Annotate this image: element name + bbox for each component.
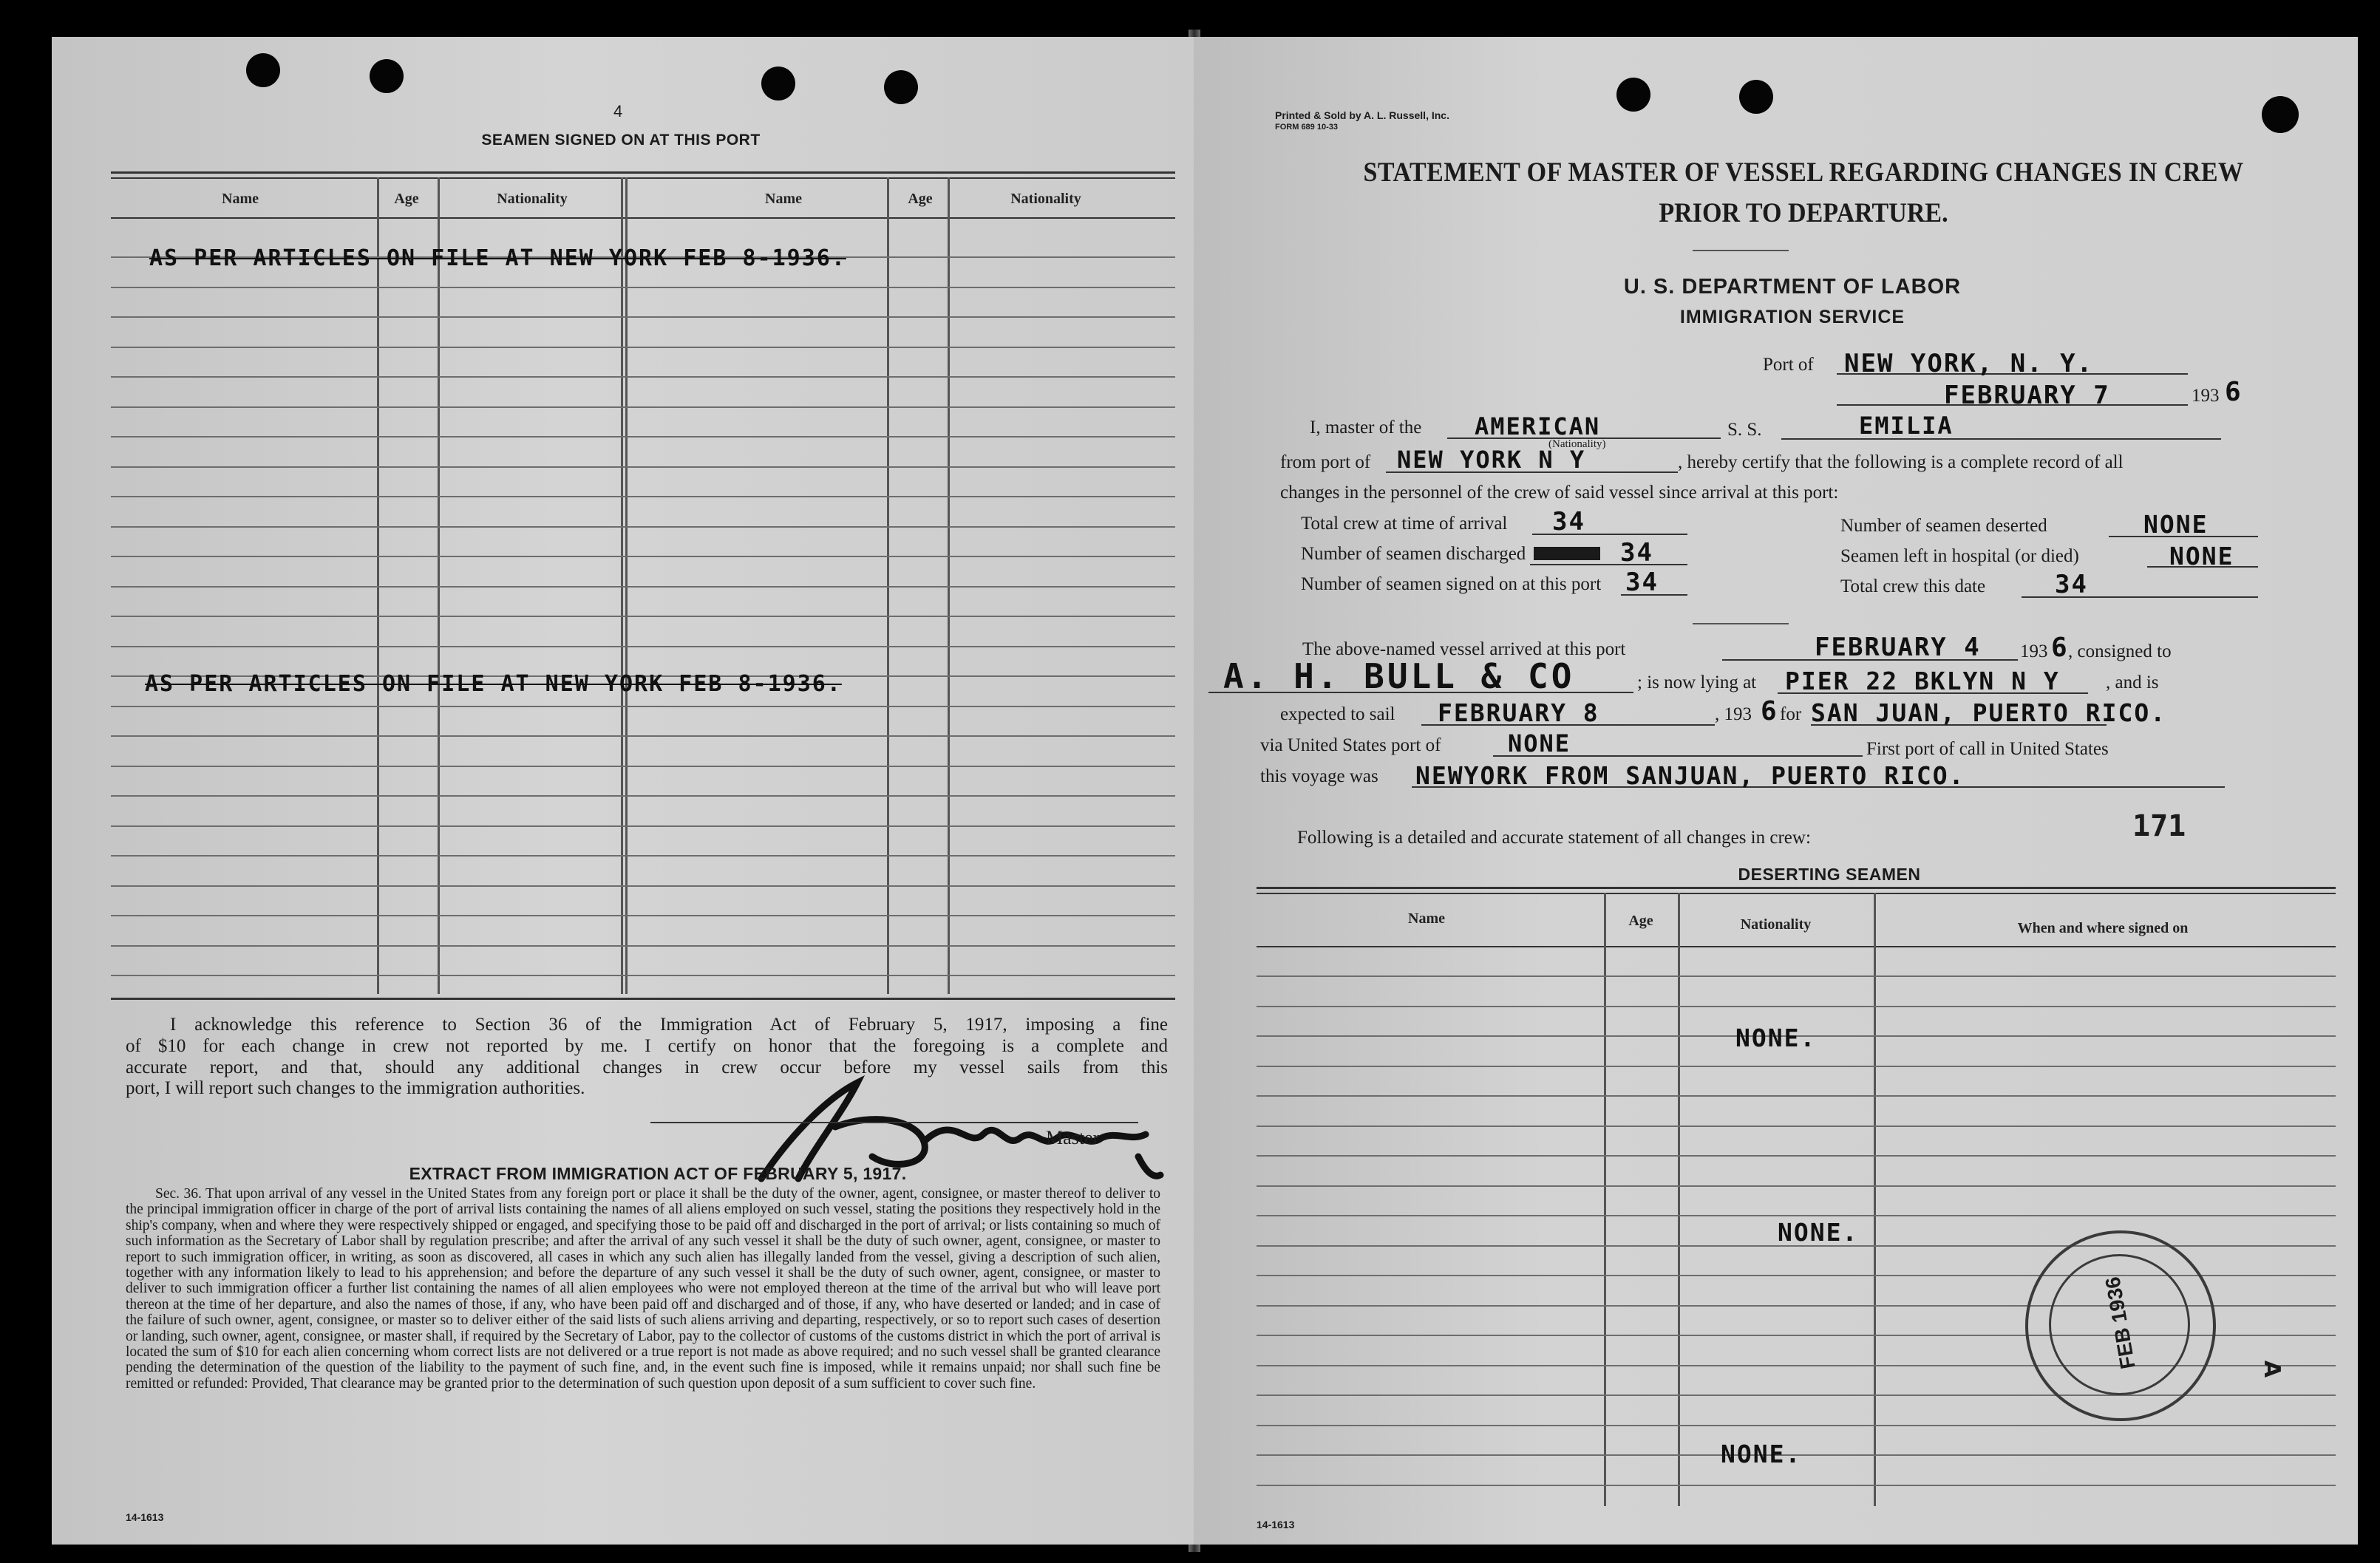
nationality-caption: (Nationality) xyxy=(1548,438,1606,450)
table-top-rule xyxy=(111,177,1175,179)
table-top-rule xyxy=(1257,893,2336,894)
port-value: NEW YORK, N. Y. xyxy=(1844,349,2094,378)
service-name: IMMIGRATION SERVICE xyxy=(1679,307,1905,327)
struck-out-entry xyxy=(1534,547,1600,560)
punch-hole xyxy=(1616,78,1650,112)
form-title: STATEMENT OF MASTER OF VESSEL REGARDING CHANGES IN CREW xyxy=(1363,157,2244,188)
table-row-line xyxy=(1257,1185,2336,1187)
vessel-name: EMILIA xyxy=(1859,412,1954,440)
punch-hole xyxy=(2262,96,2299,133)
none-entry: NONE. xyxy=(1735,1024,1817,1052)
table-row-line xyxy=(111,646,1175,647)
punch-hole xyxy=(246,53,280,87)
table-row-line xyxy=(111,945,1175,947)
page-stamp-number: 171 xyxy=(2132,809,2186,843)
hospital-label: Seamen left in hospital (or died) xyxy=(1840,546,2079,566)
table-row-line xyxy=(111,466,1175,468)
acknowledgment-line: port, I will report such changes to the immigration authorities. xyxy=(126,1078,585,1098)
discharged-value: 34 xyxy=(1620,538,1653,568)
column-divider xyxy=(1874,893,1876,1506)
arrived-year-digit: 6 xyxy=(2051,633,2069,663)
column-divider xyxy=(1678,893,1680,1506)
for-label: for xyxy=(1780,704,1802,724)
table-row-line xyxy=(111,347,1175,348)
table-row-line xyxy=(111,885,1175,887)
via-label: via United States port of xyxy=(1260,735,1441,755)
column-divider xyxy=(1604,893,1606,1506)
form-title: PRIOR TO DEPARTURE. xyxy=(1659,198,1948,228)
via-value: NONE xyxy=(1508,729,1571,757)
table-row-line xyxy=(1257,975,2336,977)
section-rule xyxy=(1693,623,1789,624)
punch-hole xyxy=(884,70,918,104)
table-row-line xyxy=(1257,1126,2336,1127)
none-entry: NONE. xyxy=(1778,1218,1859,1247)
arrived-value: FEBRUARY 4 xyxy=(1815,633,1981,662)
arrived-label: The above-named vessel arrived at this port xyxy=(1302,639,1626,659)
column-header: Nationality xyxy=(497,191,568,207)
first-port-label: First port of call in United States xyxy=(1866,739,2109,759)
typed-entry: AS PER ARTICLES ON FILE AT NEW YORK FEB 8-1936. xyxy=(145,671,842,697)
discharged-field xyxy=(1530,564,1687,565)
table-top-rule xyxy=(1257,887,2336,889)
column-header: Nationality xyxy=(1740,916,1812,933)
table-row-line xyxy=(111,855,1175,857)
column-header: Age xyxy=(394,191,419,207)
hospital-value: NONE xyxy=(2169,542,2234,571)
consigned-label: , consigned to xyxy=(2068,641,2172,661)
table-row-line xyxy=(111,766,1175,767)
voyage-label: this voyage was xyxy=(1260,766,1378,786)
date-value: FEBRUARY 7 xyxy=(1944,381,2110,410)
column-header: When and where signed on xyxy=(2017,920,2189,936)
deserted-value: NONE xyxy=(2143,510,2209,539)
and-is-text: , and is xyxy=(2106,672,2159,692)
printer-form-number: FORM 689 10-33 xyxy=(1275,123,1338,132)
destination-value: SAN JUAN, PUERTO RICO. xyxy=(1811,698,2167,727)
lying-label: ; is now lying at xyxy=(1637,672,1757,692)
discharged-label: Number of seamen discharged xyxy=(1301,544,1526,564)
year-digit: 6 xyxy=(2225,377,2243,407)
none-entry: NONE. xyxy=(1721,1440,1802,1468)
certify-text: , hereby certify that the following is a complete record of all xyxy=(1678,452,2124,472)
table-row-line xyxy=(111,556,1175,557)
column-header: Age xyxy=(908,191,933,207)
from-port-value: NEW YORK N Y xyxy=(1397,446,1586,474)
table-row-line xyxy=(111,436,1175,437)
page-mark-icon: ∀ xyxy=(2262,1360,2287,1378)
expected-year-digit: 6 xyxy=(1761,696,1778,726)
table-row-line xyxy=(111,316,1175,318)
year-prefix: 193 xyxy=(2192,386,2220,406)
vessel-field xyxy=(1781,438,2221,440)
punch-hole xyxy=(761,67,795,101)
expected-value: FEBRUARY 8 xyxy=(1438,698,1599,727)
total-crew-arrival-label: Total crew at time of arrival xyxy=(1301,514,1508,534)
column-header: Age xyxy=(1628,913,1653,929)
punch-hole xyxy=(1739,80,1773,114)
ss-label: S. S. xyxy=(1727,420,1762,440)
master-of-label: I, master of the xyxy=(1310,418,1422,437)
page-title: SEAMEN SIGNED ON AT THIS PORT xyxy=(481,132,761,149)
table-row-line xyxy=(111,496,1175,497)
signed-on-value: 34 xyxy=(1625,568,1659,597)
acknowledgment-line: I acknowledge this reference to Section 36 of the Immigration Act of February 5, 1917, imposing a fine xyxy=(170,1015,1168,1035)
table-row-line xyxy=(1257,1066,2336,1067)
table-row-line xyxy=(1257,1095,2336,1097)
signed-on-label: Number of seamen signed on at this port xyxy=(1301,574,1602,594)
table-row-line xyxy=(1257,1485,2336,1486)
signature-caption: Master xyxy=(1046,1127,1100,1148)
department-name: U. S. DEPARTMENT OF LABOR xyxy=(1623,275,1962,299)
table-row-line xyxy=(111,795,1175,797)
table-row-line xyxy=(111,376,1175,378)
right-page xyxy=(1194,37,2358,1545)
table-row-line xyxy=(111,616,1175,617)
table-row-line xyxy=(1257,1215,2336,1216)
table-row-line xyxy=(111,975,1175,976)
table-row-line xyxy=(111,287,1175,288)
table-top-rule xyxy=(111,171,1175,174)
table-row-line xyxy=(111,586,1175,588)
printer-line: Printed & Sold by A. L. Russell, Inc. xyxy=(1275,109,1449,121)
column-header: Name xyxy=(1408,910,1445,927)
table-row-line xyxy=(111,825,1175,827)
page-number: 4 xyxy=(613,102,623,120)
stamp-date: FEB 1936 xyxy=(2101,1275,2140,1371)
port-label: Port of xyxy=(1763,355,1814,375)
section-36-text: Sec. 36. That upon arrival of any vessel in the United States from any foreign port or place it shall be the duty of the owner, agent, consignee, or master thereof to deliver to the principal immigration officer in charge of the port of arrival lists containing the names of all aliens employed on such vessel, stating the positions they respectively hold in the ship's company, when and where they were respectively shipped or engaged, and specifying those to be paid off and discharged in the port of arrival; or lists containing so much of such information as the Secretary of Labor shall by regulation prescribe; and after the arrival of any such vessel it shall be the duty of such owner, agent, consignee, or master to report to such immigration officer, in writing, as soon as discovered, all cases in which any such alien has illegally landed from the vessel, giving a description of such alien, together with any information likely to lead to his apprehension; and before the departure of any such vessel it shall be the duty of such owner, agent, consignee, or master to deliver to such immigration officer a further list containing the names of all alien employees who were not employed thereon at the time of the arrival but who will leave port thereon at the time of her departure, and also the names of those, if any, who have been paid off and discharged and of those, if any, who have deserted or landed; and in case of the failure of such owner, agent, consignee, or master so to deliver either of the said lists of such aliens arriving and departing, respectively, or so to report such cases of desertion or landing, such owner, agent, consignee, or master shall, if required by the Secretary of Labor, pay to the collector of customs of the customs district in which the port of arrival is located the sum of $10 for each alien concerning whom correct lists are not delivered or a true report is not made as above required; and no such vessel shall be granted clearance pending the determination of the question of the liability to the payment of such fine, and, in the event such fine is imposed, while it remains unpaid; nor shall such fine be remitted or refunded: Provided, That clearance may be granted prior to the determination of such question upon deposit of a sum sufficient to cover such fine. xyxy=(126,1186,1160,1392)
table-row-line xyxy=(111,735,1175,737)
title-rule xyxy=(1693,250,1789,251)
signature-line xyxy=(650,1122,1138,1123)
acknowledgment-line: accurate report, and that, should any additional changes in crew occur before my vessel sails from this xyxy=(126,1058,1168,1077)
total-crew-arrival-value: 34 xyxy=(1552,507,1585,537)
table-row-line xyxy=(111,526,1175,528)
expected-label: expected to sail xyxy=(1280,704,1395,724)
table-row-line xyxy=(1257,1155,2336,1157)
voyage-value: NEWYORK FROM SANJUAN, PUERTO RICO. xyxy=(1415,761,1965,790)
form-code: 14-1613 xyxy=(126,1511,164,1523)
column-header: Name xyxy=(222,191,259,207)
column-header: Nationality xyxy=(1010,191,1081,207)
arrived-year-prefix: 193 xyxy=(2020,641,2048,661)
typed-entry: AS PER ARTICLES ON FILE AT NEW YORK FEB 8-1936. xyxy=(149,245,846,271)
column-header: Name xyxy=(765,191,802,207)
table-bottom-rule xyxy=(111,998,1175,1000)
consignee-value: A. H. BULL & CO xyxy=(1223,656,1575,696)
header-rule xyxy=(111,217,1175,219)
expected-year-prefix: , 193 xyxy=(1715,704,1752,724)
table-row-line xyxy=(111,406,1175,408)
nationality-value: AMERICAN xyxy=(1475,412,1601,440)
total-crew-date-value: 34 xyxy=(2055,570,2088,599)
ellis-island-stamp xyxy=(2025,1230,2216,1421)
lying-value: PIER 22 BKLYN N Y xyxy=(1785,667,2060,695)
deserting-title: DESERTING SEAMEN xyxy=(1738,865,1921,884)
table-row-line xyxy=(111,915,1175,916)
table-row-line xyxy=(1257,1006,2336,1007)
extract-title: EXTRACT FROM IMMIGRATION ACT OF FEBRUARY 5, 1917. xyxy=(409,1164,907,1183)
total-crew-date-label: Total crew this date xyxy=(1840,576,1986,596)
from-port-label: from port of xyxy=(1280,452,1371,472)
table-row-line xyxy=(111,706,1175,707)
changes-text: changes in the personnel of the crew of said vessel since arrival at this port: xyxy=(1280,483,1839,503)
acknowledgment-line: of $10 for each change in crew not reported by me. I certify on honor that the foregoing is a complete and xyxy=(126,1036,1168,1056)
left-page xyxy=(52,37,1194,1545)
header-rule xyxy=(1257,946,2336,947)
table-row-line xyxy=(1257,1425,2336,1426)
form-code: 14-1613 xyxy=(1257,1519,1295,1530)
deserted-label: Number of seamen deserted xyxy=(1840,516,2047,536)
following-label: Following is a detailed and accurate statement of all changes in crew: xyxy=(1297,828,1811,848)
punch-hole xyxy=(370,59,404,93)
